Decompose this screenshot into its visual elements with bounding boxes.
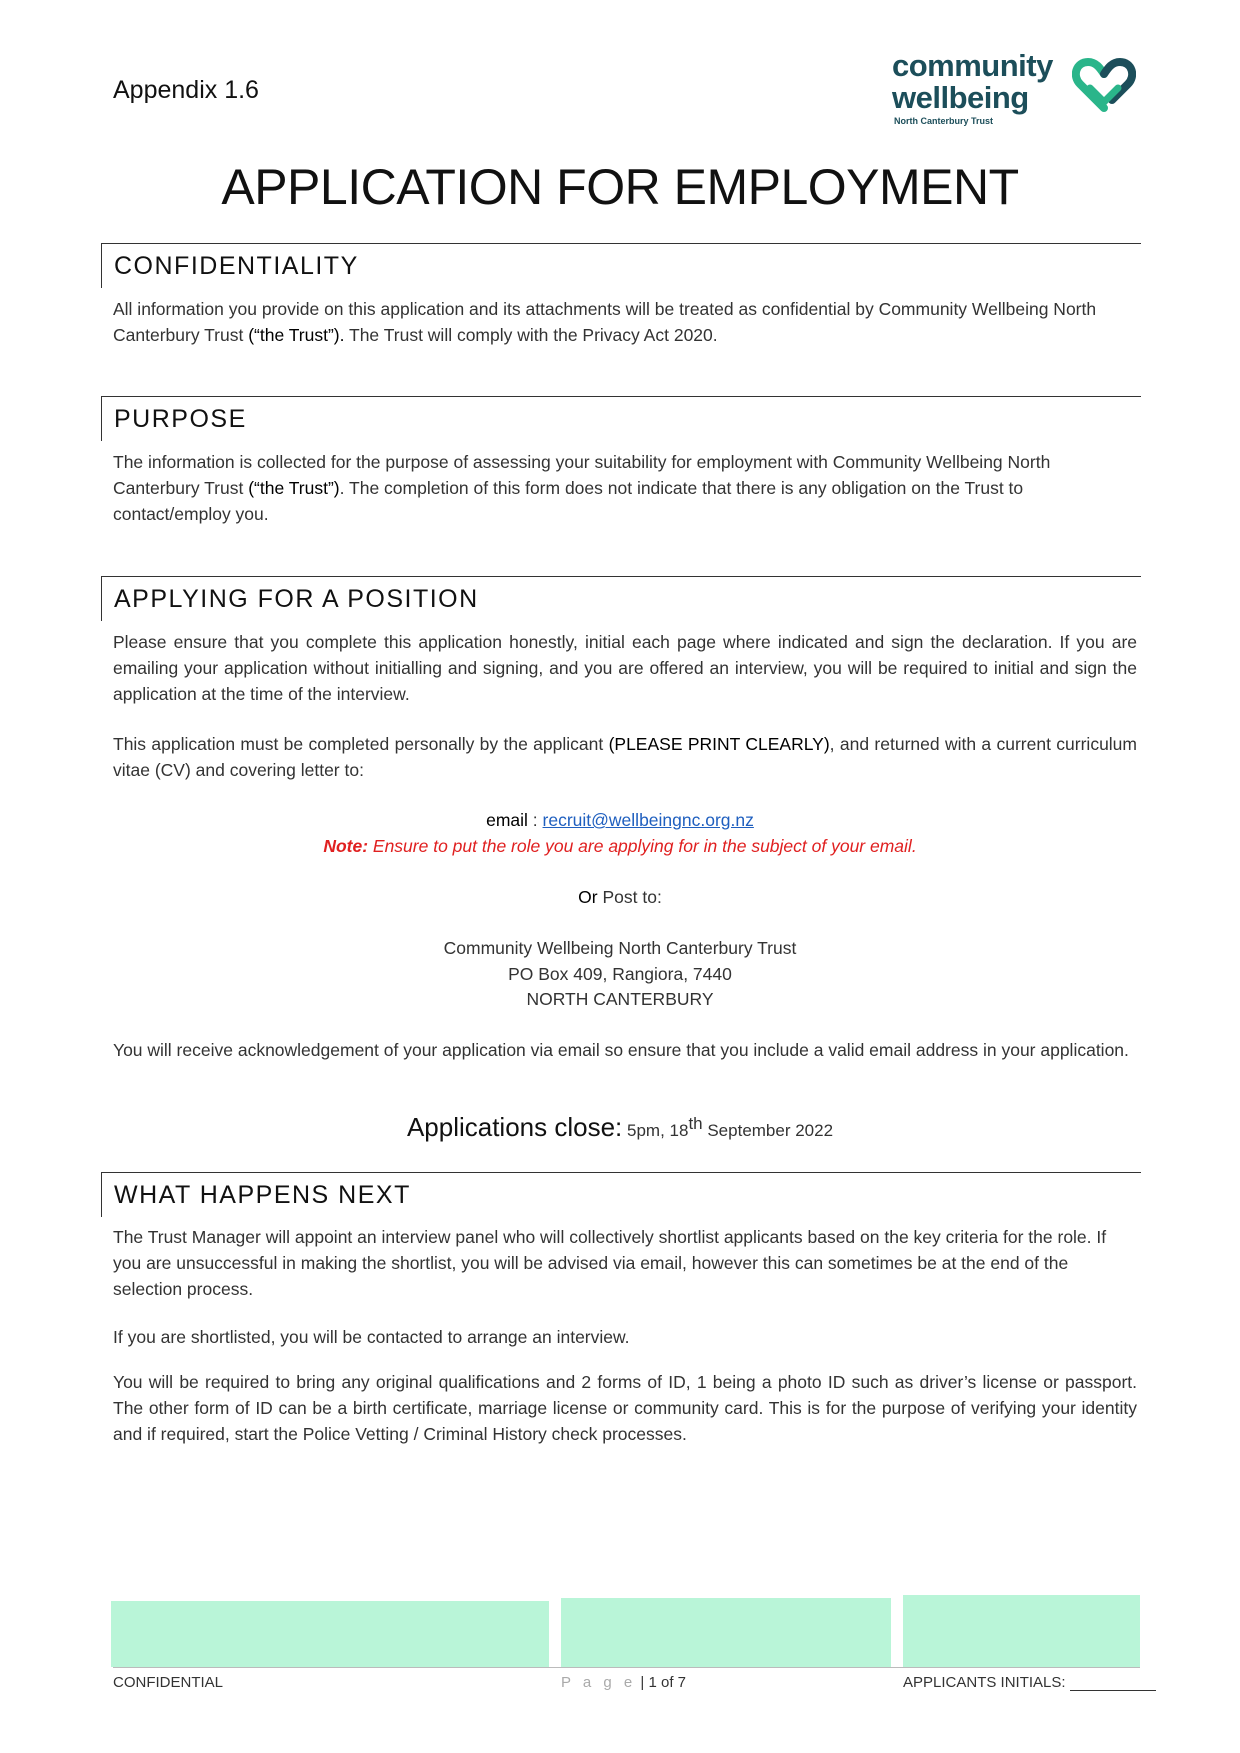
acknowledgement-paragraph: You will receive acknowledgement of your application via email so ensure that you include a valid email address in your application. <box>113 1040 1129 1060</box>
footer-divider <box>113 1667 1140 1668</box>
page-label: P a g e <box>561 1674 637 1691</box>
logo-line2: wellbeing <box>892 80 1029 115</box>
email-line <box>0 807 1240 833</box>
footer-box-left <box>111 1601 549 1667</box>
email-label: email <box>486 810 528 830</box>
purpose-paragraph <box>113 449 1137 527</box>
text: The information is collected for the purpose of assessing your suitability for employment with Community Wellbeing North Canterbury Trust <box>113 452 1051 498</box>
section-heading-applying <box>101 576 1141 621</box>
page-count: 1 of 7 <box>648 1674 687 1691</box>
next-paragraph-3: You will be required to bring any original qualifications and 2 forms of ID, 1 being a photo ID such as driver’s license or passport. The other form of ID can be a birth certificate, marriage license or community card. This is for the purpose of verifying your identity and if required, start the Police Vetting / Criminal History check processes. <box>113 1372 1137 1444</box>
address-line-1: Community Wellbeing North Canterbury Trust <box>443 938 797 958</box>
footer-page-number <box>561 1674 686 1691</box>
logo-line3: North Canterbury Trust <box>894 116 994 126</box>
text: All information you provide on this application and its attachments will be treated as confidential by Community Wellbeing North Canterbury Trust <box>113 299 1097 345</box>
address-line-3: NORTH CANTERBURY <box>526 989 714 1009</box>
next-paragraph-2: If you are shortlisted, you will be contacted to arrange an interview. <box>113 1327 630 1347</box>
heading-text: WHAT HAPPENS NEXT <box>114 1181 411 1209</box>
print-clearly-term: (PLEASE PRINT CLEARLY) <box>608 734 830 754</box>
close-label: Applications close: <box>406 1111 623 1142</box>
post-to-text: Post to: <box>597 887 662 907</box>
close-ordinal: th <box>688 1114 703 1133</box>
footer-confidential: CONFIDENTIAL <box>113 1674 224 1691</box>
appendix-label: Appendix 1.6 <box>113 76 259 104</box>
initials-box[interactable] <box>903 1595 1140 1667</box>
confidentiality-paragraph <box>113 296 1137 348</box>
heart-logo-icon <box>1072 58 1136 114</box>
logo <box>892 50 1137 126</box>
heading-text: PURPOSE <box>114 405 247 433</box>
page-title: APPLICATION FOR EMPLOYMENT <box>221 159 1019 215</box>
next-paragraph-1: The Trust Manager will appoint an interview panel who will collectively shortlist applicants based on the key criteria for the role. If you are unsuccessful in making the shortlist, you will be advised via email, however this can sometimes be at the end of the selection process. <box>113 1227 1107 1299</box>
text: The Trust will comply with the Privacy Act 2020. <box>344 325 718 345</box>
footer-initials <box>903 1674 1156 1691</box>
logo-line1: community <box>892 48 1053 83</box>
address-line-2: PO Box 409, Rangiora, 7440 <box>508 964 732 984</box>
email-link[interactable]: recruit@wellbeingnc.org.nz <box>542 810 754 830</box>
or-label: Or <box>578 887 598 907</box>
text: This application must be completed personally by the applicant <box>113 734 609 754</box>
page-separator: | <box>636 1674 649 1691</box>
initials-label: APPLICANTS INITIALS: <box>903 1674 1066 1691</box>
heading-text: CONFIDENTIALITY <box>114 252 359 280</box>
separator: : <box>527 810 543 830</box>
post-line <box>0 884 1240 910</box>
section-heading-next <box>101 1172 1141 1217</box>
close-time: 5pm, 18 <box>622 1120 689 1140</box>
close-date: September 2022 <box>702 1120 834 1140</box>
text: , and returned with a current curriculum vitae (CV) and covering letter to: <box>113 734 1137 780</box>
applying-paragraph-2 <box>113 731 1137 783</box>
note-text: Ensure to put the role you are applying for in the subject of your email. <box>368 836 917 856</box>
heading-text: APPLYING FOR A POSITION <box>114 585 479 613</box>
the-trust-term: (“the Trust”). <box>248 325 345 345</box>
applications-close <box>0 1111 1240 1144</box>
email-note <box>0 833 1240 859</box>
footer-box-center <box>561 1598 891 1667</box>
initials-field[interactable] <box>1070 1676 1156 1691</box>
text: . The completion of this form does not indicate that there is any obligation on the Trust to contact/employ you. <box>113 478 1024 524</box>
note-label: Note: <box>323 836 369 856</box>
section-heading-confidentiality <box>101 243 1141 288</box>
section-heading-purpose <box>101 396 1141 441</box>
the-trust-term: (“the Trust”) <box>248 478 340 498</box>
applying-paragraph-1: Please ensure that you complete this application honestly, initial each page where indicated and sign the declaration. If you are emailing your application without initialling and signing, and you are offered an interview, you will be required to initial and sign the application at the time of the interview. <box>113 632 1137 704</box>
